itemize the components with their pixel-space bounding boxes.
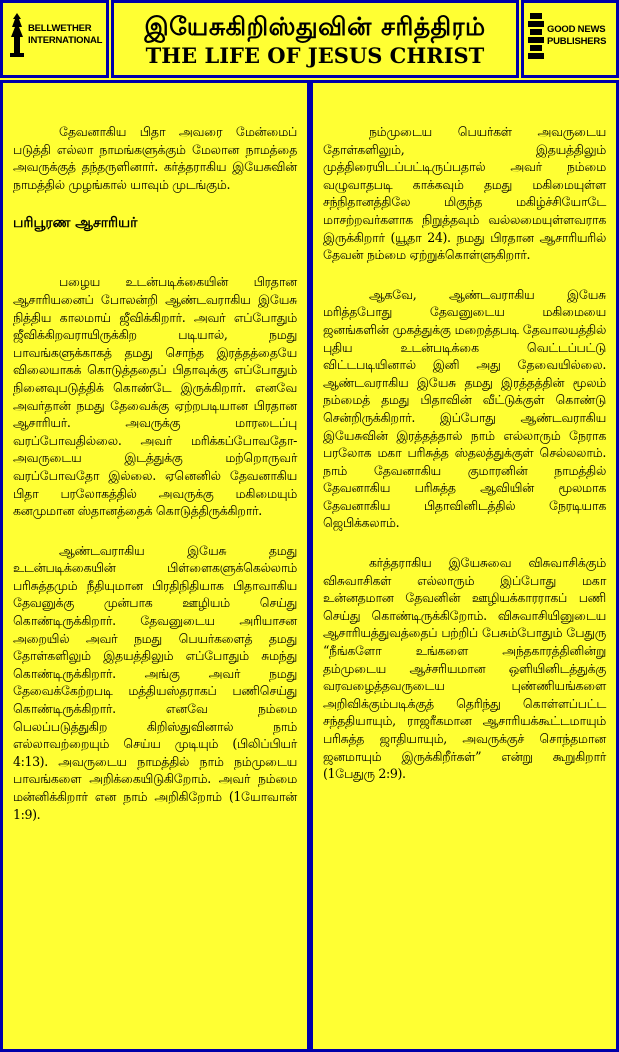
bellwether-logo xyxy=(9,13,102,57)
left-paragraph-3: ஆண்டவராகிய இயேசு தமது உடன்படிக்கையின் பிள்ளைகளுக்கெல்லாம் பரிசுத்தமும் நீதியுமான பிரதிநிதியாக பிதாவாகிய தேவனுக்கு முன்பாக ஊழியம் செய்து கொண்டிருக்கிறார். தேவனுடைய அரியாசன அறையில் அவர் நமது பெயர்களைத் தமது தோள்களிலும் இதயத்திலும் எப்போதும் சுமந்து கொண்டிருக்கிறார். அங்கு அவர் நமது தேவைக்கேற்றபடி மத்தியஸ்தராகப் பணிசெய்து கொண்டிருக்கிறார். எனவே நம்மை பெலப்படுத்துகிற கிறிஸ்துவினால் நாம் எல்லாவற்றையும் செய்ய முடியும் (பிலிப்பியர் 4:13). அவருடைய நாமத்தில் நாம் நம்முடைய பாவங்களை அறிக்கையிடுகிறோம். அவர் நம்மை மன்னிக்கிறார் என நாம் அறிகிறோம் (1யோவான் 1:9). xyxy=(13,542,297,822)
left-column xyxy=(0,80,310,1052)
good-news-logo-text: GOOD NEWS PUBLISHERS xyxy=(547,24,607,47)
left-paragraph-2: பழைய உடன்படிக்கையின் பிரதான ஆசாரியனைப் போலன்றி ஆண்டவராகிய இயேசு நித்திய காலமாய் ஜீவிக்கிறார். அவர் எப்போதும் ஜீவிக்கிறவராயிருக்கிற படியால், நமது பாவங்களுக்காகத் தமது சொந்த இரத்தத்தையே விலையாகக் கொடுத்ததைப் பிதாவுக்கு எப்போதும் நினைவுபடுத்திக் கொண்டே இருக்கிறார். எனவே அவர்தான் நமது தேவைக்கு ஏற்றபடியான பிரதான ஆசாரியர். அவருக்கு மாரடைப்பு வரப்போவதில்லை. அவர் மரிக்கப்போவதோ- அவருடைய இடத்துக்கு மற்றொருவர் வரப்போவதோ இல்லை. ஏனெனில் தேவனாகிய பிதா பரலோகத்தில் அவருக்கு மகிமையும் கனமுமான ஸ்தானத்தைக் கொடுத்திருக்கிறார். xyxy=(13,274,297,519)
bellwether-logo-box xyxy=(0,0,109,78)
bellwether-logo-text: BELLWETHER INTERNATIONAL xyxy=(28,23,103,46)
title-banner xyxy=(111,0,519,78)
right-paragraph-1: நம்முடைய பெயர்கள் அவருடைய தோள்களிலும், இதயத்திலும் முத்திரையிடப்பட்டிருப்பதால் அவர் நம்மை வழுவாதபடி காக்கவும் தமது மகிமையுள்ள சந்நிதானத்திலே மிகுந்த மகிழ்ச்சியோடே மாசற்றவர்களாக நிறுத்தவும் வல்லமையுள்ளவராக இருக்கிறார் (யூதா 24). நமது பிரதான ஆசாரியரில் தேவன் நம்மை ஏற்றுக்கொள்ளுகிறார். xyxy=(323,124,606,263)
right-paragraph-3: கர்த்தராகிய இயேசுவை விசுவாசிக்கும் விசுவாசிகள் எல்லாரும் இப்போது மகா உன்னதமான தேவனின் ஊழியக்காரராகப் பணி செய்து கொண்டிருக்கிறோம். விசுவாசியினுடைய ஆசாரியத்துவத்தைப் பற்றிப் பேசும்போதும் பேதுரு “நீங்களோ உங்களை அந்தகாரத்தினின்று தம்முடைய ஆச்சரியமான ஒளியினிடத்துக்கு வரவழைத்தவருடைய புண்ணியங்களை அறிவிக்கும்படிக்குத் தெரிந்து கொள்ளப்பட்ட சந்ததியாயும், ராஜரீகமான ஆசாரியக்கூட்டமாயும் பரிசுத்த ஜாதியாயும், அவருக்குச் சொந்தமான ஜனமாயும் இருக்கிறீர்கள்” என்று கூறுகிறார் (1பேதுரு 2:9). xyxy=(323,555,606,782)
page-title-tamil: இயேசுகிறிஸ்துவின் சரித்திரம் xyxy=(144,12,486,41)
left-paragraph-1: தேவனாகிய பிதா அவரை மேன்மைப் படுத்தி எல்லா நாமங்களுக்கும் மேலான நாமத்தை அவருக்குத் தந்தருளினார். கர்த்தராகிய இயேசுவின் நாமத்தில் முழங்கால் யாவும் முடங்கும். xyxy=(13,124,297,192)
good-news-logo xyxy=(528,13,606,59)
bellwether-icon xyxy=(9,13,25,57)
page-title-english: THE LIFE OF JESUS CHRIST xyxy=(145,43,485,68)
right-paragraph-2: ஆகவே, ஆண்டவராகிய இயேசு மரித்தபோது தேவனுடைய மகிமையை ஜனங்களின் முகத்துக்கு மறைத்தபடி தேவாலயத்தில் புதிய உடன்படிக்கை வெட்டப்பட்டு விட்டபடியினால் இனி அது தேவையில்லை. ஆண்டவராகிய இயேசு தமது இரத்தத்தின் மூலம் நம்மைத் தமது பிதாவின் வீட்டுக்குள் கொண்டு சென்றிருக்கிறார். இப்போது ஆண்டவராகிய இயேசுவின் இரத்தத்தால் நாம் எல்லாரும் நேராக பரலோக மகா பரிசுத்த ஸ்தலத்துக்குள் செல்லலாம். நாம் தேவனாகிய குமாரனின் நாமத்தில் தேவனாகிய பரிசுத்த ஆவியின் மூலமாக தேவனாகிய பிதாவினிடத்தில் நேரடியாக ஜெபிக்கலாம். xyxy=(323,286,606,531)
good-news-logo-box xyxy=(521,0,619,78)
book-stack-icon xyxy=(528,13,544,59)
section-heading: பரிபூரண ஆசாரியர் xyxy=(13,215,138,232)
right-column xyxy=(310,80,619,1052)
